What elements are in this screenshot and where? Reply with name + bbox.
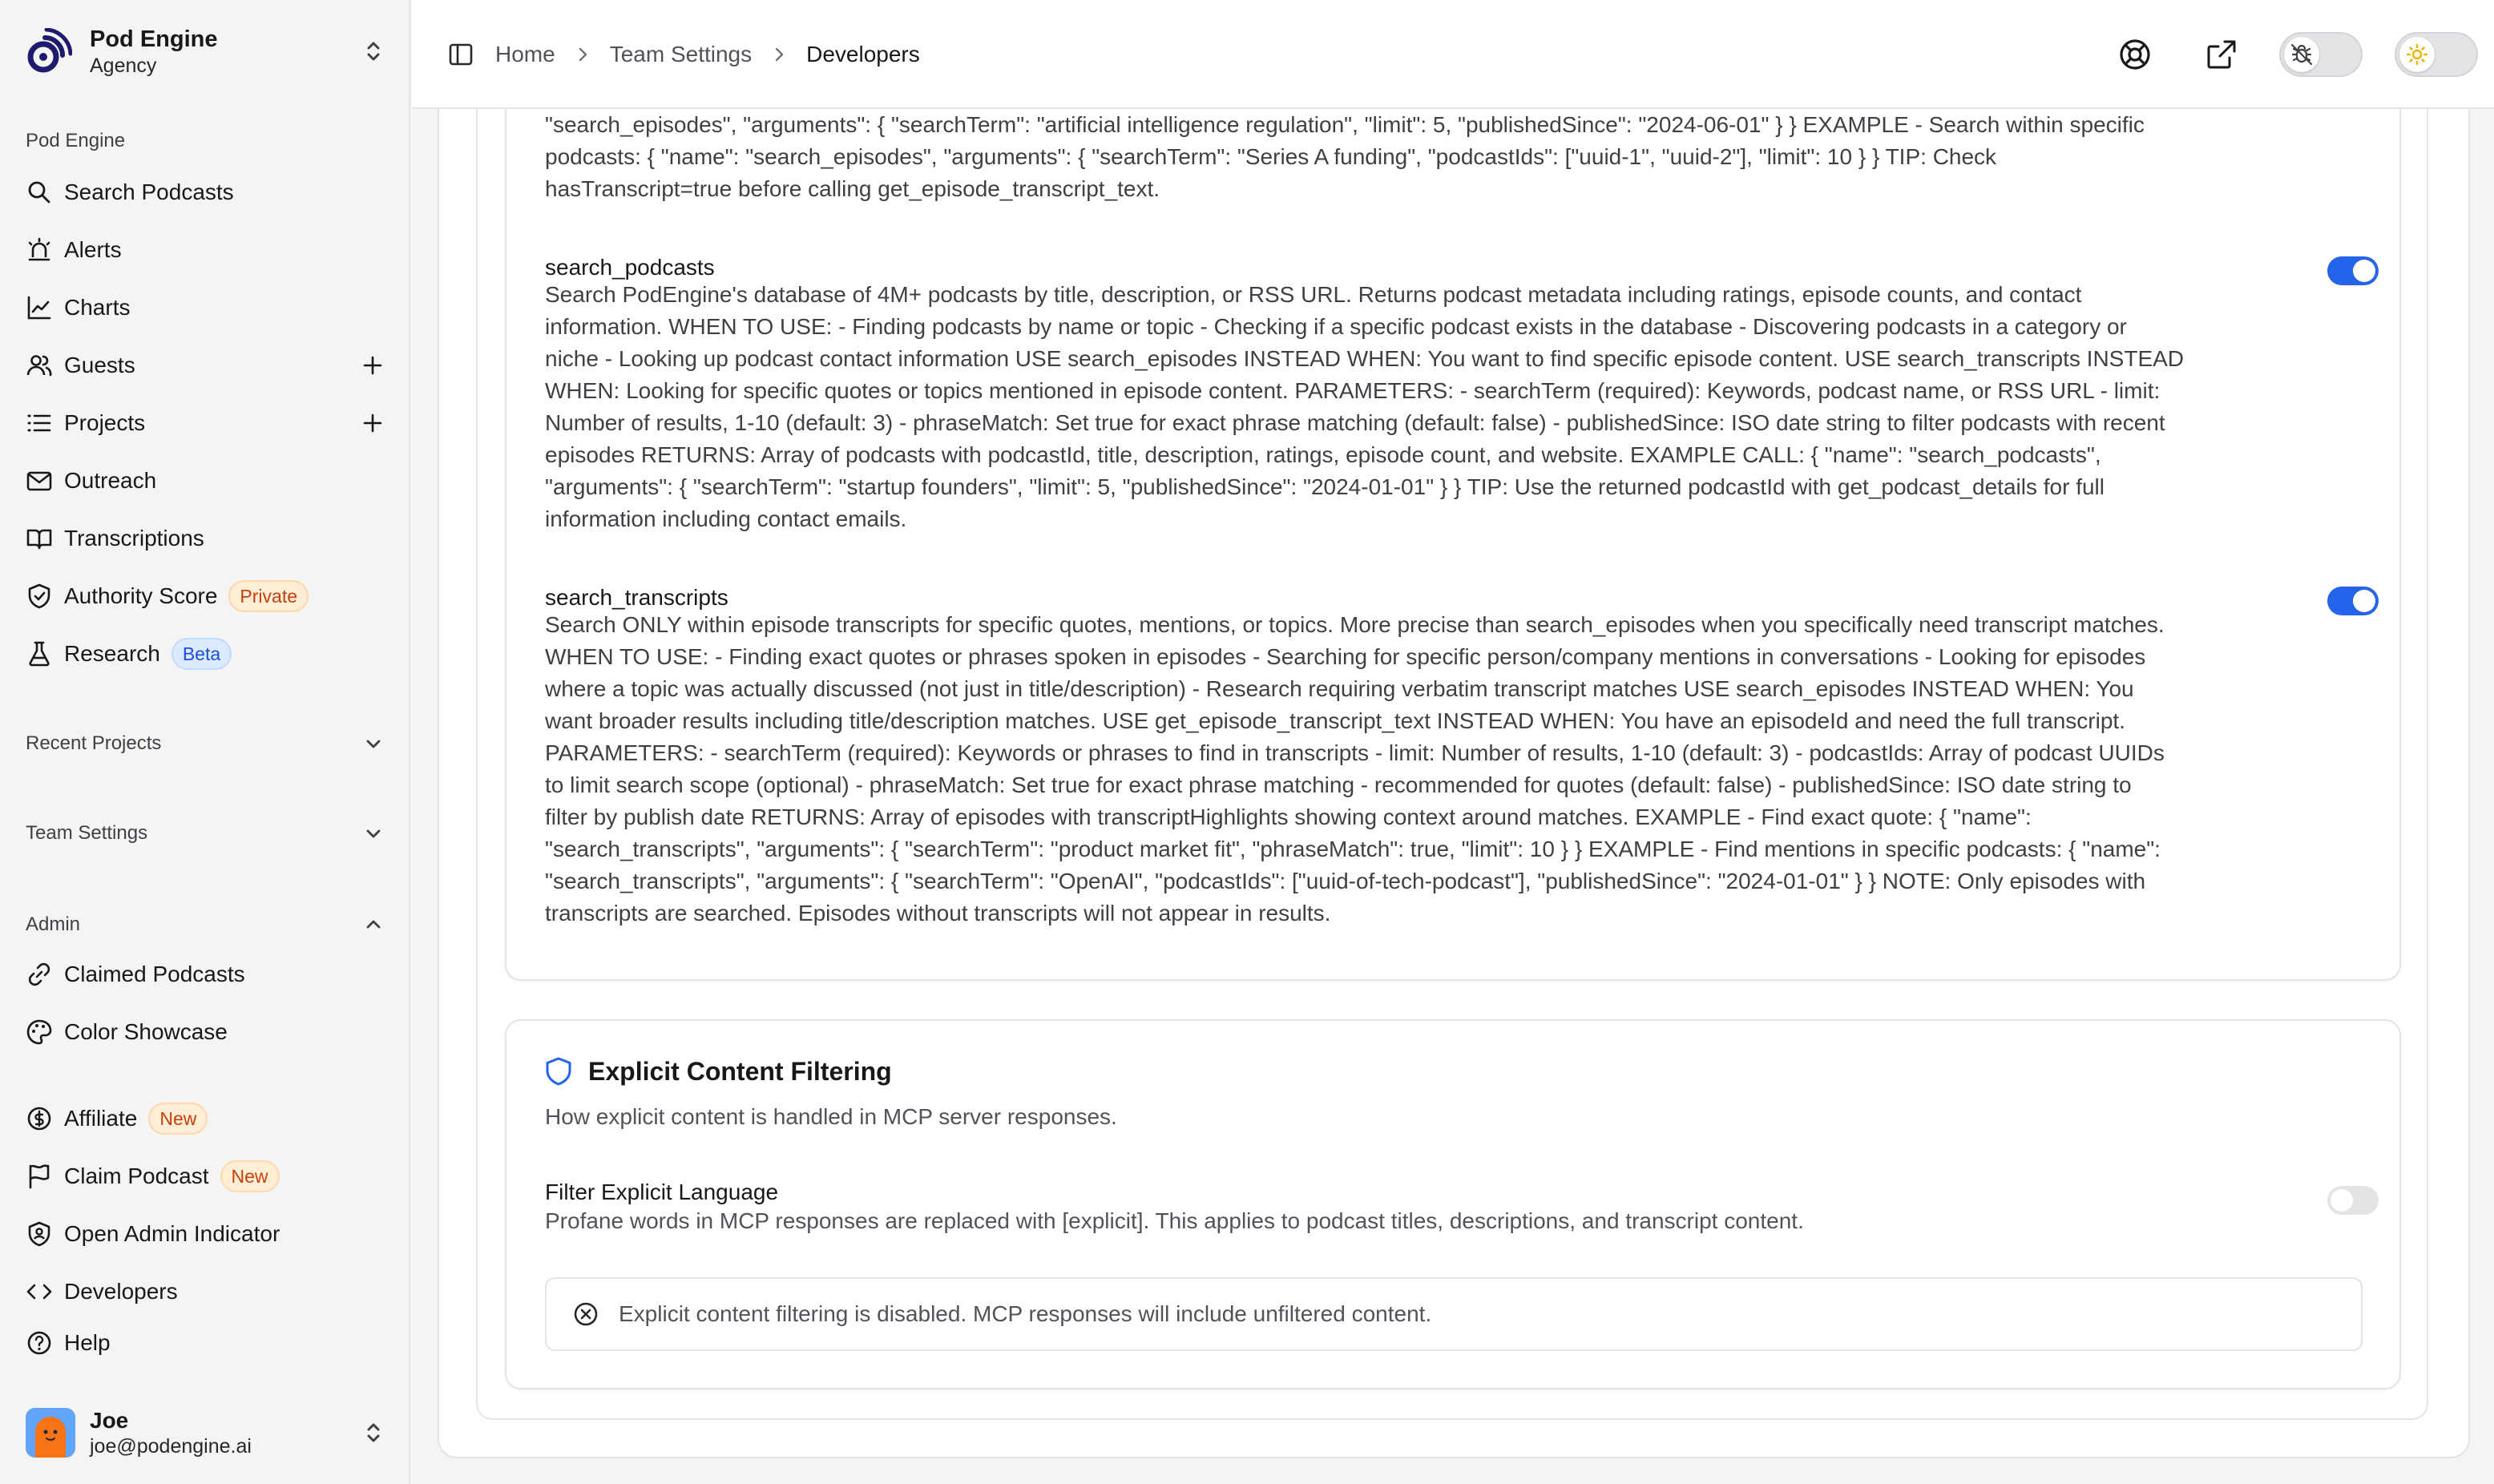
user-menu[interactable]	[26, 1404, 385, 1462]
search-transcripts-toggle[interactable]	[2327, 587, 2379, 615]
toggle-knob	[2399, 37, 2435, 72]
theme-toggle[interactable]	[2395, 32, 2478, 77]
shield-badge-icon	[26, 1220, 53, 1248]
text-line: podcasts: { "name": "search_episodes", "arguments": { "searchTerm": "Series A funding", "podcastIds": ["uuid-1", "uuid-2"], "limit": 10 } } TIP: Check	[545, 144, 1997, 169]
text-line: episodes RETURNS: Array of podcasts with podcastId, title, description, ratings, episode count, and website. EXAMPLE CALL: { "name": "search_podcasts",	[545, 442, 2101, 467]
sun-icon	[2405, 42, 2429, 67]
recent-projects-toggle[interactable]	[26, 728, 385, 760]
explicit-alert-text: Explicit content filtering is disabled. MCP responses will include unfiltered content.	[619, 1301, 1432, 1326]
sidebar-item-developers[interactable]	[26, 1269, 385, 1314]
sidebar-item-guests[interactable]	[26, 343, 385, 388]
text-line: niche - Looking up podcast contact information USE search_episodes INSTEAD WHEN: You want to find specific episode content. USE search_transcripts INSTEAD	[545, 346, 2185, 371]
mcp-tools-card	[505, 109, 2401, 981]
tool-name-search-podcasts: search_podcasts	[545, 255, 715, 280]
explicit-filter-alert	[545, 1277, 2363, 1351]
text-line: hasTranscript=true before calling get_episode_transcript_text.	[545, 176, 1160, 201]
chevron-right-icon	[769, 45, 789, 64]
open-external-button[interactable]	[2204, 37, 2239, 72]
sidebar-item-charts[interactable]	[26, 285, 385, 330]
brand-title: Pod Engine	[90, 26, 218, 52]
siren-icon	[26, 236, 53, 264]
switch-knob	[2353, 590, 2375, 612]
sidebar-item-research[interactable]	[26, 631, 385, 676]
switch-knob	[2353, 260, 2375, 282]
breadcrumb-team-settings[interactable]: Team Settings	[609, 42, 753, 67]
life-buoy-icon	[2116, 35, 2154, 74]
new-badge: New	[148, 1103, 208, 1135]
chevron-right-icon	[573, 45, 592, 64]
text-line: information. WHEN TO USE: - Finding podcasts by name or topic - Checking if a specific podcast exists in the database - Discovering podcasts in a category or	[545, 314, 2127, 339]
explicit-content-card	[505, 1019, 2401, 1389]
pod-engine-logo	[26, 28, 72, 75]
text-line: want broader results including title/description matches. USE get_episode_transcript_text INSTEAD WHEN: You have an episodeId and need the full transcript.	[545, 708, 2125, 733]
sidebar-item-label: Claim Podcast	[64, 1163, 209, 1188]
sidebar-item-outreach[interactable]	[26, 458, 385, 503]
sidebar-item-claim-podcast[interactable]	[26, 1154, 385, 1199]
new-badge: New	[220, 1160, 280, 1192]
search-podcasts-description	[545, 279, 2308, 535]
sidebar-item-label: Help	[64, 1330, 111, 1355]
list-icon	[26, 409, 53, 437]
brand-subtitle: Agency	[90, 54, 157, 77]
avatar	[26, 1408, 75, 1458]
sidebar-item-transcriptions[interactable]	[26, 516, 385, 561]
text-line: filter by publish date RETURNS: Array of episodes with transcriptHighlights showing context around matches. EXAMPLE - Find exact quote: { "name":	[545, 805, 2032, 829]
sidebar-item-open-admin-indicator[interactable]	[26, 1212, 385, 1256]
chevron-down-icon	[362, 732, 385, 755]
section-label-pod-engine: Pod Engine	[26, 130, 126, 151]
flag-icon	[26, 1163, 53, 1190]
support-button[interactable]	[2116, 35, 2154, 74]
sidebar-toggle-icon[interactable]	[447, 41, 474, 68]
text-line: "search_transcripts", "arguments": { "searchTerm": "product market fit", "phraseMatch": true, "limit": 10 } } EXAMPLE - Find mentions in specific podcasts: { "name":	[545, 837, 2161, 861]
text-line: where a topic was actually discussed (not just in title/description) - Research requiring verbatim transcript matches USE search_episodes INSTEAD WHEN: You	[545, 676, 2134, 701]
external-link-icon	[2204, 37, 2239, 72]
explicit-content-title	[543, 1056, 892, 1087]
sidebar-item-label: Claimed Podcasts	[64, 962, 245, 986]
sidebar-item-label: Developers	[64, 1279, 178, 1304]
sidebar-item-help[interactable]	[26, 1321, 385, 1365]
link-icon	[26, 961, 53, 988]
sidebar-item-search-podcasts[interactable]	[26, 170, 385, 215]
users-icon	[26, 352, 53, 379]
tool-name-search-transcripts: search_transcripts	[545, 585, 728, 610]
sidebar-item-projects[interactable]	[26, 401, 385, 446]
search-transcripts-description	[545, 609, 2308, 930]
admin-toggle[interactable]	[26, 909, 385, 941]
private-badge: Private	[228, 580, 309, 612]
explicit-title-text: Explicit Content Filtering	[588, 1056, 892, 1086]
sidebar-item-label: Authority Score	[64, 583, 218, 608]
sidebar-item-authority-score[interactable]	[26, 574, 385, 619]
filter-explicit-label: Filter Explicit Language	[545, 1180, 779, 1204]
admin-label: Admin	[26, 913, 81, 935]
sidebar-item-label: Outreach	[64, 468, 157, 493]
user-email: joe@podengine.ai	[90, 1435, 252, 1458]
breadcrumb	[447, 35, 920, 74]
team-settings-label: Team Settings	[26, 822, 148, 844]
sidebar-item-label: Guests	[64, 353, 135, 377]
text-line: Number of results, 1-10 (default: 3) - phraseMatch: Set true for exact phrase matching (default: false) - publishedSince: ISO date string to filter podcasts with recent	[545, 410, 2165, 435]
filter-explicit-hint: Profane words in MCP responses are replaced with [explicit]. This applies to podcast titles, descriptions, and transcript content.	[545, 1208, 1804, 1233]
text-line: transcripts are searched. Episodes without transcripts will not appear in results.	[545, 901, 1331, 925]
sidebar-item-label: Open Admin Indicator	[64, 1221, 280, 1246]
text-line: information including contact emails.	[545, 506, 907, 531]
sidebar-item-label: Alerts	[64, 237, 122, 262]
text-line: "arguments": { "searchTerm": "startup founders", "limit": 5, "publishedSince": "2024-01-01" } } TIP: Use the returned podcastId with get_podcast_details for full	[545, 474, 2105, 499]
sidebar-item-label: Affiliate	[64, 1106, 138, 1131]
text-line: PARAMETERS: - searchTerm (required): Keywords or phrases to find in transcripts - limit: Number of results, 1-10 (default: 3) - podcastIds: Array of podcast UUIDs	[545, 740, 2165, 765]
search-icon	[26, 179, 53, 206]
shield-check-icon	[26, 583, 53, 610]
text-line: to limit search scope (optional) - phraseMatch: Set true for exact phrase matching - recommended for quotes (default: false) - publishedSince: ISO date string to	[545, 772, 2132, 797]
sidebar-item-label: Research	[64, 641, 160, 666]
sidebar-item-label: Color Showcase	[64, 1019, 228, 1044]
user-name: Joe	[90, 1408, 129, 1433]
text-line: WHEN TO USE: - Finding exact quotes or phrases spoken in episodes - Searching for specific person/company mentions in conversations - Looking for episodes	[545, 644, 2146, 669]
sidebar-item-alerts[interactable]	[26, 228, 385, 272]
text-line: WHEN: Looking for specific quotes or topics mentioned in episode content. PARAMETERS: - searchTerm (required): Keywords, podcast name, or RSS URL - limit:	[545, 378, 2161, 403]
sidebar	[0, 0, 410, 1484]
x-circle-icon	[572, 1301, 599, 1328]
text-line: Search ONLY within episode transcripts for specific quotes, mentions, or topics. More precise than search_episodes when you specifically need transcript matches.	[545, 612, 2165, 637]
explicit-content-description: How explicit content is handled in MCP server responses.	[545, 1104, 1117, 1129]
chevron-down-icon	[362, 822, 385, 845]
add-guest-icon[interactable]	[361, 353, 385, 377]
chevrons-up-down-icon	[362, 37, 385, 66]
switch-knob	[2331, 1189, 2353, 1212]
text-line: "search_transcripts", "arguments": { "searchTerm": "OpenAI", "podcastIds": ["uuid-of-tech-podcast"], "publishedSince": "2024-01-01" } } NOTE: Only episodes with	[545, 869, 2146, 893]
debug-mode-toggle[interactable]	[2279, 32, 2363, 77]
sidebar-item-affiliate[interactable]	[26, 1096, 385, 1141]
beta-badge: Beta	[172, 638, 232, 670]
shield-icon	[543, 1056, 574, 1087]
sidebar-item-label: Search Podcasts	[64, 179, 234, 204]
sidebar-item-label: Charts	[64, 295, 131, 320]
sidebar-item-label: Projects	[64, 410, 146, 435]
flask-icon	[26, 640, 53, 667]
toggle-knob	[2284, 37, 2319, 72]
book-open-icon	[26, 525, 53, 552]
avatar-face-icon	[26, 1408, 75, 1458]
text-line: "search_episodes", "arguments": { "searchTerm": "artificial intelligence regulation", "limit": 5, "publishedSince": "2024-06-01" } } EXAMPLE - Search within specific	[545, 112, 2145, 137]
sidebar-item-claimed-podcasts[interactable]	[26, 952, 385, 997]
line-chart-icon	[26, 294, 53, 321]
search-episodes-description-tail	[545, 109, 2340, 205]
dollar-circle-icon	[26, 1105, 53, 1132]
top-bar	[412, 0, 2494, 109]
breadcrumb-home[interactable]: Home	[495, 42, 555, 67]
workspace-switcher[interactable]	[26, 22, 385, 80]
text-line: Search PodEngine's database of 4M+ podcasts by title, description, or RSS URL. Returns podcast metadata including ratings, episode counts, and contact	[545, 282, 2082, 307]
palette-icon	[26, 1018, 53, 1046]
bug-off-icon	[2290, 42, 2314, 67]
chevron-up-icon	[362, 913, 385, 936]
filter-explicit-toggle[interactable]	[2327, 1186, 2379, 1215]
chevrons-up-down-icon	[362, 1418, 385, 1447]
sidebar-item-label: Transcriptions	[64, 526, 204, 550]
code-icon	[26, 1278, 53, 1305]
recent-projects-label: Recent Projects	[26, 732, 162, 754]
search-podcasts-toggle[interactable]	[2327, 256, 2379, 285]
breadcrumb-current: Developers	[806, 42, 920, 67]
team-settings-toggle[interactable]	[26, 817, 385, 849]
add-project-icon[interactable]	[361, 411, 385, 435]
sidebar-item-color-showcase[interactable]	[26, 1010, 385, 1055]
help-circle-icon	[26, 1329, 53, 1357]
mail-icon	[26, 467, 53, 494]
